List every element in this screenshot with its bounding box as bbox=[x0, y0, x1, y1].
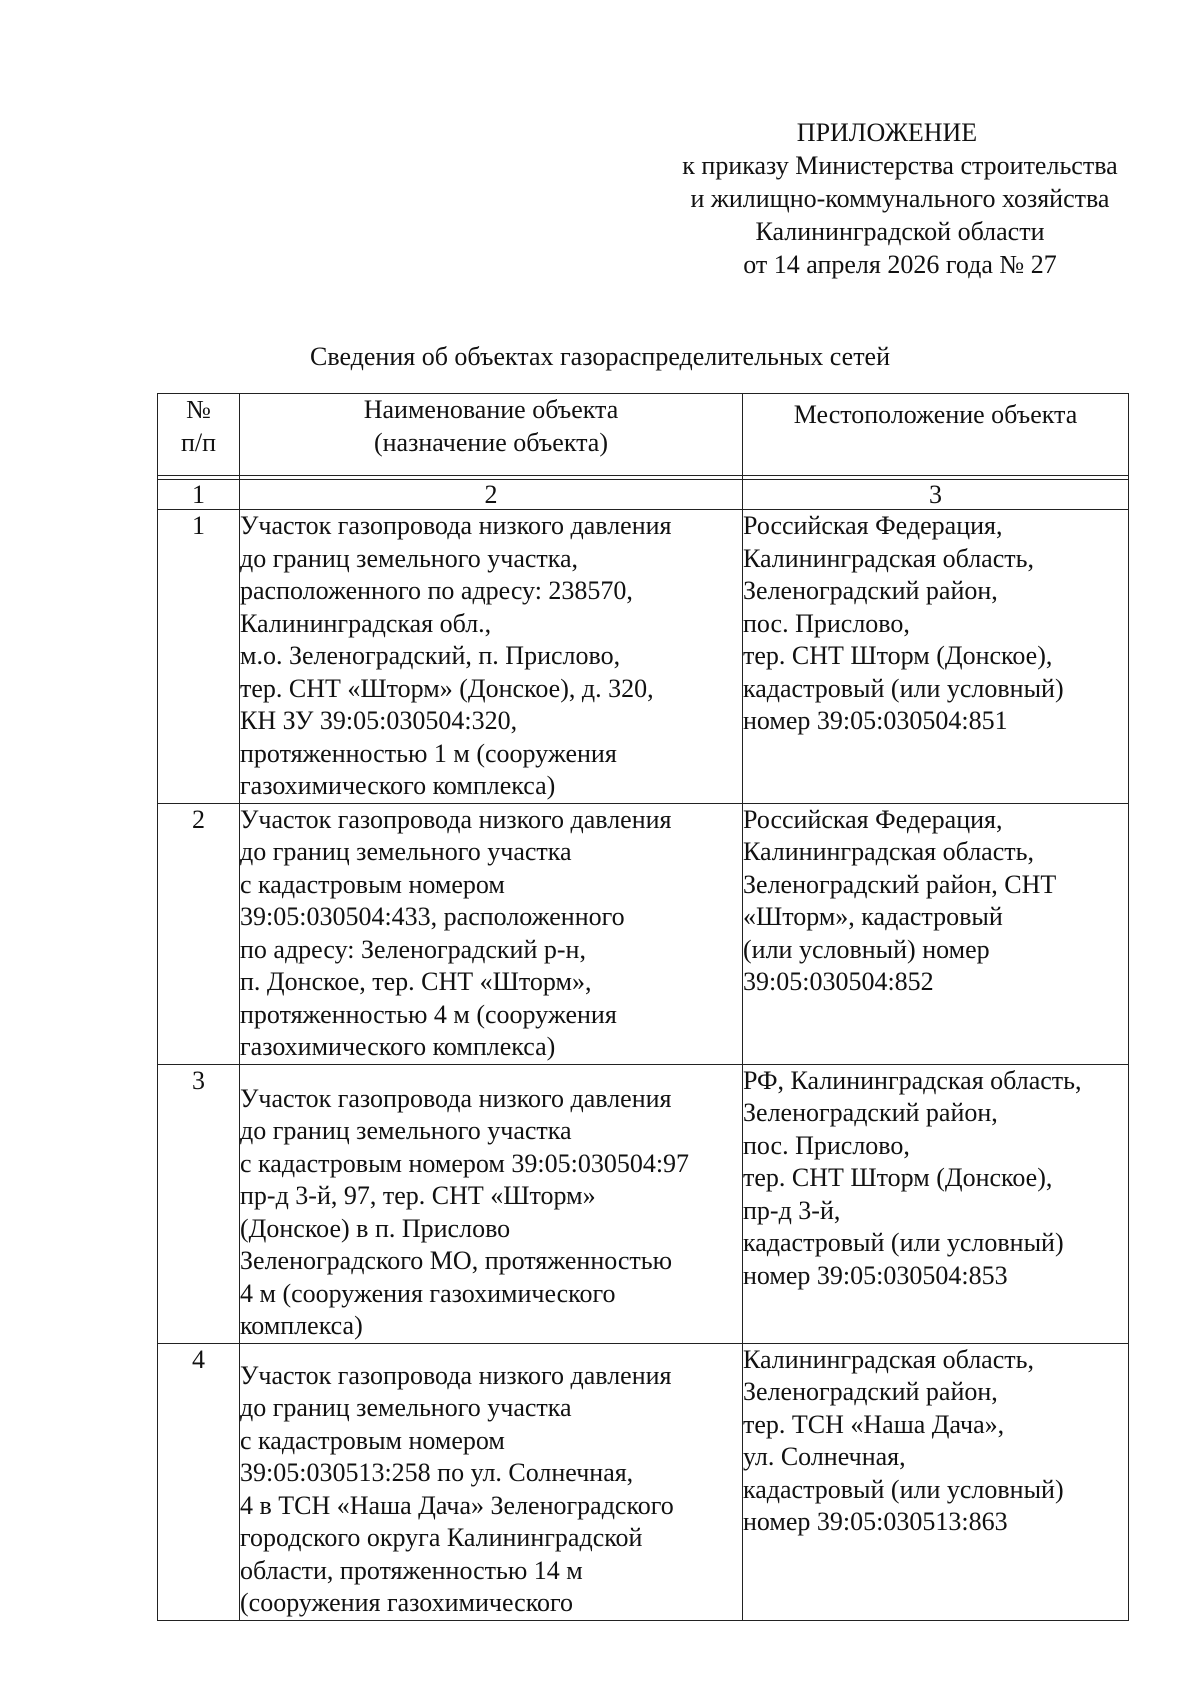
header-object-name: Наименование объекта (назначение объекта) bbox=[240, 394, 743, 476]
document-title: Сведения об объектах газораспределительных сетей bbox=[309, 342, 891, 371]
object-location: РФ, Калининградская область, Зеленоградский район, пос. Прислово, тер. СНТ Шторм (Донское), пр-д 3-й, кадастровый (или условный) номер 39:05:030504:853 bbox=[743, 1064, 1129, 1343]
header-number: № п/п bbox=[158, 394, 240, 476]
table-row bbox=[158, 510, 1129, 804]
table-row bbox=[158, 1064, 1129, 1343]
object-name: Участок газопровода низкого давления до границ земельного участка, расположенного по адресу: 238570, Калининградская обл., м.о. Зеленоградский, п. Прислово, тер. СНТ «Шторм» (Донское), д. 320, КН ЗУ 39:05:030504:320, протяженностью 1 м (сооружения газохимического комплекса) bbox=[240, 510, 743, 804]
appendix-line-4: от 14 апреля 2026 года № 27 bbox=[743, 250, 1057, 279]
object-name: Участок газопровода низкого давления до границ земельного участка с кадастровым номером 39:05:030504:97 пр-д 3-й, 97, тер. СНТ «Шторм» (Донское) в п. Прислово Зеленоградского МО, протяженностью 4 м (сооружения газохимического комплекса) bbox=[240, 1064, 743, 1343]
table-header-row bbox=[158, 394, 1129, 476]
appendix-line-3: Калининградской области bbox=[755, 217, 1045, 246]
column-number-row bbox=[158, 480, 1129, 510]
appendix-block bbox=[640, 116, 1160, 281]
column-number: 2 bbox=[240, 480, 743, 510]
row-number: 4 bbox=[158, 1343, 240, 1620]
row-number: 1 bbox=[158, 510, 240, 804]
row-number: 2 bbox=[158, 803, 240, 1064]
object-location: Калининградская область, Зеленоградский район, тер. ТСН «Наша Дача», ул. Солнечная, кадастровый (или условный) номер 39:05:030513:863 bbox=[743, 1343, 1129, 1620]
appendix-line-1: к приказу Министерства строительства bbox=[682, 151, 1118, 180]
header-object-location: Местоположение объекта bbox=[743, 394, 1129, 476]
appendix-line-2: и жилищно-коммунального хозяйства bbox=[690, 184, 1110, 213]
object-location: Российская Федерация, Калининградская область, Зеленоградский район, пос. Прислово, тер. СНТ Шторм (Донское), кадастровый (или условный) номер 39:05:030504:851 bbox=[743, 510, 1129, 804]
objects-table bbox=[157, 393, 1129, 1621]
column-number: 3 bbox=[743, 480, 1129, 510]
row-number: 3 bbox=[158, 1064, 240, 1343]
object-location: Российская Федерация, Калининградская область, Зеленоградский район, СНТ «Шторм», кадастровый (или условный) номер 39:05:030504:852 bbox=[743, 803, 1129, 1064]
table-row bbox=[158, 1343, 1129, 1620]
appendix-heading: ПРИЛОЖЕНИЕ bbox=[796, 118, 978, 147]
object-name: Участок газопровода низкого давления до границ земельного участка с кадастровым номером 39:05:030513:258 по ул. Солнечная, 4 в ТСН «Наша Дача» Зеленоградского городского округа Калининградской области, протяженностью 14 м (сооружения газохимического bbox=[240, 1343, 743, 1620]
table-row bbox=[158, 803, 1129, 1064]
column-number: 1 bbox=[158, 480, 240, 510]
object-name: Участок газопровода низкого давления до границ земельного участка с кадастровым номером 39:05:030504:433, расположенного по адресу: Зеленоградский р-н, п. Донское, тер. СНТ «Шторм», протяженностью 4 м (сооружения газохимического комплекса) bbox=[240, 803, 743, 1064]
